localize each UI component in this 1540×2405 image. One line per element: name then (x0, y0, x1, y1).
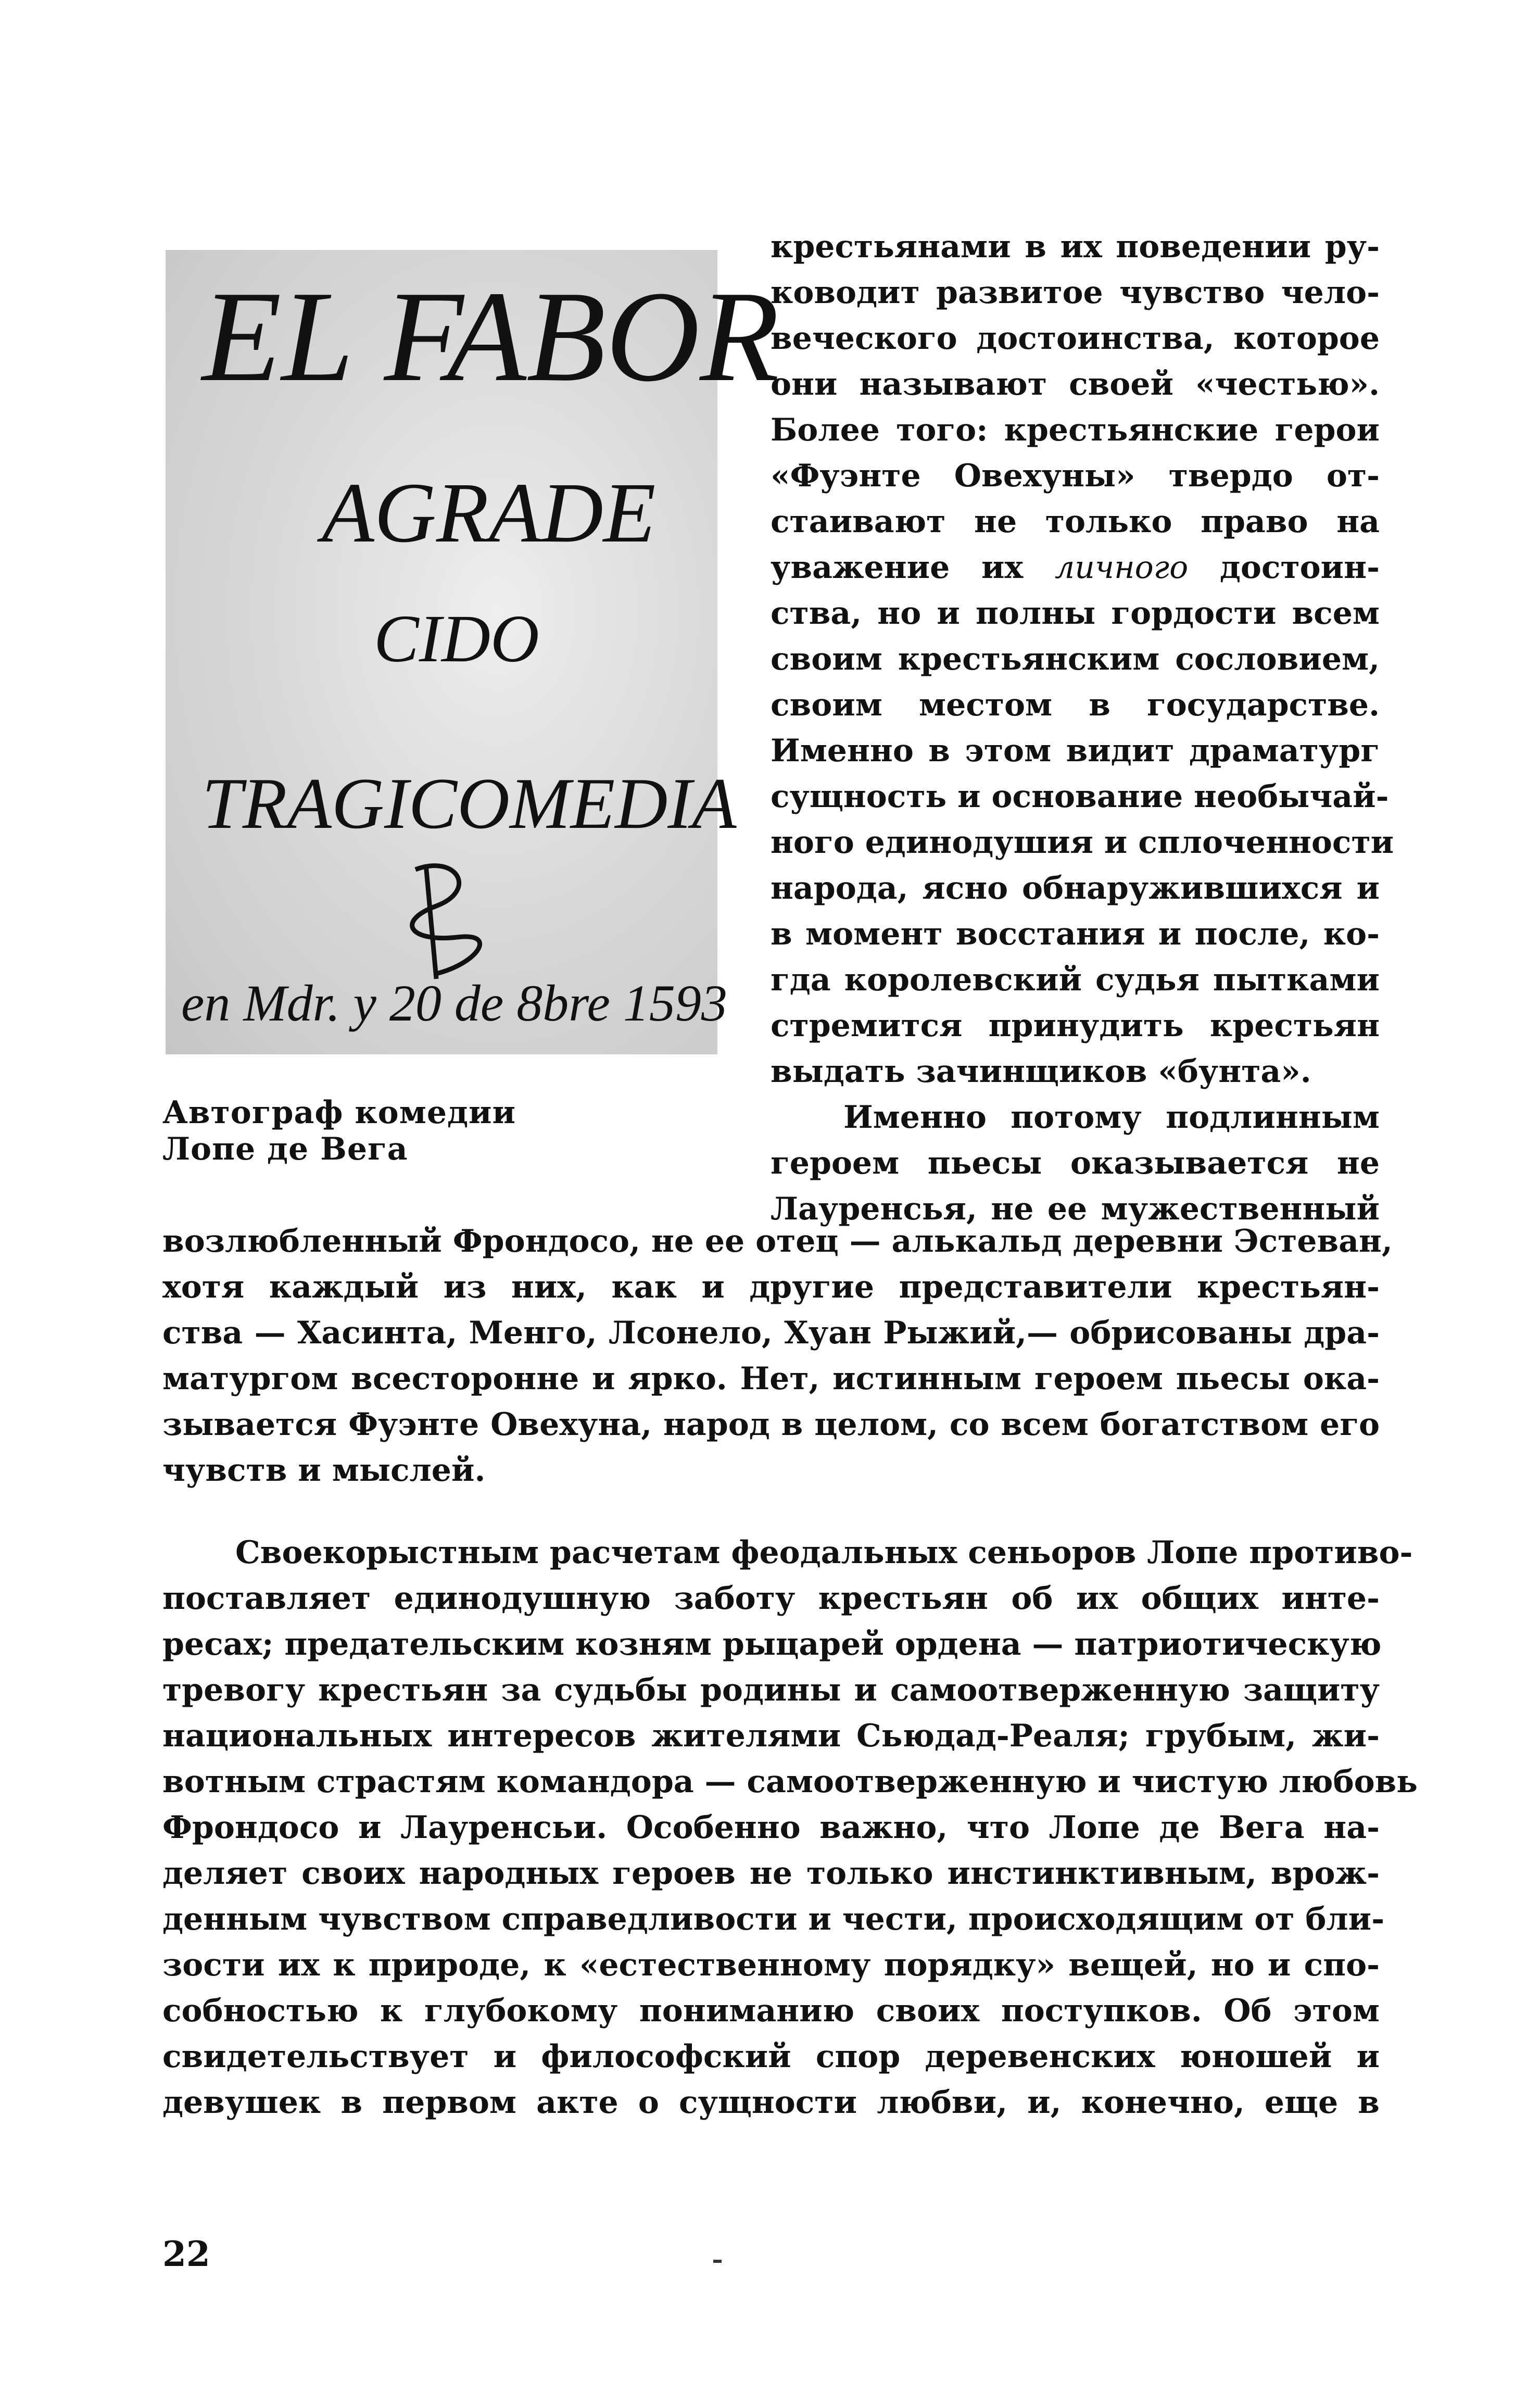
figure-caption (162, 1094, 735, 1167)
text-line: ства — Хасинта, Менго, Лсонело, Хуан Рыжий,— обрисованы дра- (162, 1315, 1380, 1351)
autograph-image (166, 250, 779, 1054)
text-line: ресах; предательским козням рыцарей ордена — патриотическую (162, 1626, 1382, 1663)
text-line: «Фуэнте Овехуны» твердо от- (771, 458, 1380, 494)
text-line: своим местом в государстве. (771, 687, 1380, 723)
text-line: Лауренсья, не ее мужественный (771, 1191, 1380, 1227)
autograph-line-4: TRAGICOMEDIA (202, 763, 737, 844)
text-line: девушек в первом акте о сущности любви, и, конечно, еще в (162, 2084, 1380, 2121)
text-line: вотным страстям командора — самоотверженную и чистую любовь (162, 1764, 1418, 1800)
autograph-drawing (166, 250, 779, 1054)
text-line: Более того: крестьянские герои (771, 412, 1380, 448)
text-line: выдать зачинщиков «бунта». (771, 1053, 1311, 1090)
text-line: в момент восстания и после, ко- (771, 916, 1380, 952)
autograph-line-1: EL FABOR (202, 265, 779, 409)
text-line: денным чувством справедливости и чести, происходящим от бли- (162, 1901, 1385, 1937)
text-line: свидетельствует и философский спор деревенских юношей и (162, 2038, 1380, 2075)
autograph-line-3: CIDO (374, 601, 539, 676)
rubric-flourish (412, 864, 480, 979)
text-segment: достоин- (1188, 549, 1380, 586)
text-line: веческого достоинства, которое (771, 320, 1380, 357)
paragraph-2 (162, 1530, 1418, 2125)
right-column-text (771, 224, 1394, 1232)
text-line: героем пьесы оказывается не (771, 1145, 1380, 1181)
paragraph-continuation (162, 1218, 1393, 1493)
text-line: ства, но и полны гордости всем (771, 595, 1380, 632)
print-mark (713, 2260, 722, 2263)
text-line: деляет своих народных героев не только инстинктивным, врож- (162, 1855, 1380, 1892)
autograph-line-2: AGRADE (322, 465, 656, 560)
text-line: зости их к природе, к «естественному порядку» вещей, но и спо- (162, 1947, 1380, 1983)
text-line: стремится принудить крестьян (771, 1008, 1380, 1044)
text-line: своим крестьянским сословием, (771, 641, 1380, 677)
text-line: хотя каждый из них, как и другие представители крестьян- (162, 1269, 1380, 1305)
text-line: гда королевский судья пытками (771, 962, 1380, 998)
text-line: крестьянами в их поведении ру- (771, 229, 1380, 265)
text-line: Своекорыстным расчетам феодальных сеньоров Лопе противо- (235, 1534, 1413, 1571)
text-line: собностью к глубокому пониманию своих поступков. Об этом (162, 1993, 1380, 2029)
page-number: 22 (162, 2234, 210, 2274)
text-line: зывается Фуэнте Овехуна, народ в целом, со всем богатством его (162, 1406, 1380, 1443)
autograph-line-5: en Mdr. y 20 de 8bre 1593 (181, 974, 727, 1032)
text-line: они называют своей «честью». (771, 366, 1380, 402)
text-line: поставляет единодушную заботу крестьян об их общих инте- (162, 1580, 1380, 1617)
italic-word: личного (1054, 549, 1189, 586)
text-line: возлюбленный Фрондосо, не ее отец — алькальд деревни Эстеван, (162, 1223, 1393, 1260)
text-line: Именно потому подлинным (843, 1099, 1380, 1136)
text-line: стаивают не только право на (771, 503, 1380, 540)
caption-line: Лопе де Вега (162, 1131, 408, 1167)
text-line: чувств и мыслей. (162, 1452, 486, 1489)
text-line: матургом всесторонне и ярко. Нет, истинным героем пьесы ока- (162, 1361, 1380, 1397)
text-segment: уважение их (771, 549, 1055, 586)
text-line: ного единодушия и сплоченности (771, 824, 1394, 861)
text-line: Фрондосо и Лауренсьи. Особенно важно, что Лопе де Вега на- (162, 1809, 1380, 1846)
caption-line: Автограф комедии (162, 1094, 516, 1131)
text-line: Именно в этом видит драматург (771, 733, 1380, 769)
text-line: сущность и основание необычай- (771, 778, 1389, 815)
text-line: народа, ясно обнаружившихся и (771, 870, 1380, 906)
text-line: ководит развитое чувство чело- (771, 274, 1380, 311)
text-line: национальных интересов жителями Сьюдад-Реаля; грубым, жи- (162, 1718, 1380, 1754)
text-line: тревогу крестьян за судьбы родины и самоотверженную защиту (162, 1672, 1380, 1708)
text-line-with-italic (771, 545, 1380, 590)
